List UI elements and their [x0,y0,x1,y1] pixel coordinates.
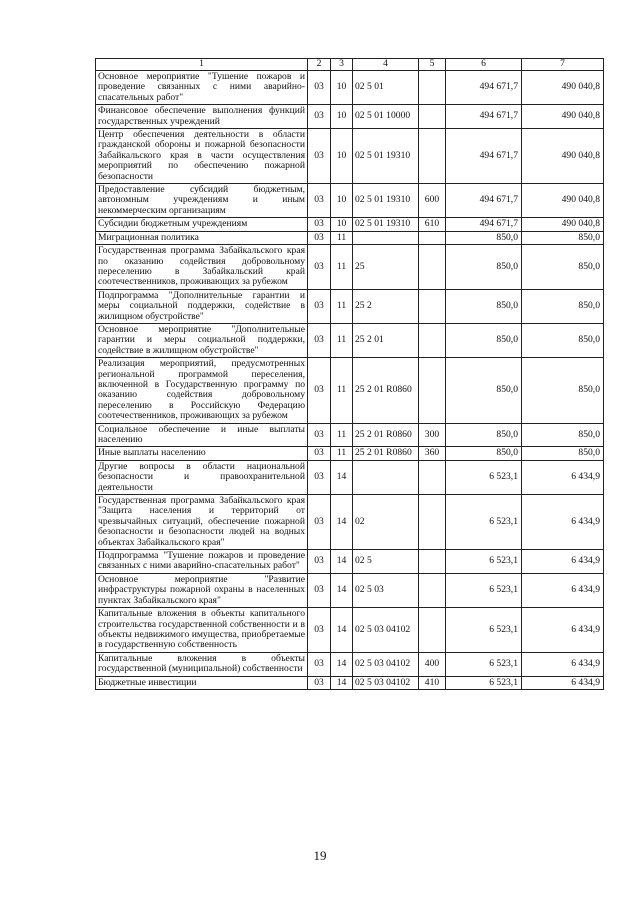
subsection-code-cell: 14 [331,608,353,653]
amount-year1-cell: 494 671,7 [446,184,522,218]
amount-year1-cell: 6 523,1 [446,608,522,653]
section-code-cell: 03 [308,573,331,607]
row-name-cell: Государственная программа Забайкальского края "Защита населения и территорий от чрезвычайных ситуаций, обеспечение пожарной безопасности и безопасности людей на водных объектах Забайкальского края" [96,495,308,550]
table-row [96,105,604,129]
expense-type-cell [419,608,446,653]
amount-year2-cell: 850,0 [522,447,604,460]
target-article-cell: 02 5 03 [353,573,419,607]
table-header-row [96,59,604,71]
amount-year2-cell: 850,0 [522,289,604,323]
row-name-cell: Капитальные вложения в объекты государственной (муниципальной) собственности [96,652,308,676]
expense-type-cell [419,245,446,290]
expense-type-cell [419,323,446,357]
row-name-cell: Иные выплаты населению [96,447,308,460]
subsection-code-cell: 14 [331,676,353,689]
section-code-cell: 03 [308,71,331,105]
section-code-cell: 03 [308,495,331,550]
section-code-cell: 03 [308,460,331,494]
subsection-code-cell: 14 [331,495,353,550]
amount-year2-cell: 6 434,9 [522,495,604,550]
amount-year2-cell: 6 434,9 [522,573,604,607]
target-article-cell: 02 5 03 04102 [353,652,419,676]
header-cell: 7 [522,59,604,71]
subsection-code-cell: 10 [331,218,353,231]
section-code-cell: 03 [308,358,331,423]
target-article-cell: 25 2 01 R0860 [353,358,419,423]
subsection-code-cell: 14 [331,460,353,494]
section-code-cell: 03 [308,184,331,218]
subsection-code-cell: 11 [331,323,353,357]
row-name-cell: Социальное обеспечение и иные выплаты населению [96,423,308,447]
amount-year1-cell: 850,0 [446,358,522,423]
table-row [96,447,604,460]
table-row [96,358,604,423]
subsection-code-cell: 14 [331,573,353,607]
amount-year2-cell: 490 040,8 [522,71,604,105]
amount-year2-cell: 6 434,9 [522,608,604,653]
amount-year1-cell: 494 671,7 [446,71,522,105]
target-article-cell [353,460,419,494]
amount-year1-cell: 6 523,1 [446,495,522,550]
target-article-cell: 25 [353,245,419,290]
expense-type-cell [419,573,446,607]
table-row [96,218,604,231]
row-name-cell: Государственная программа Забайкальского края по оказанию содействия добровольному переселению в Забайкальский край соотечественников, проживающих за рубежом [96,245,308,290]
target-article-cell: 02 5 03 04102 [353,676,419,689]
expense-type-cell: 300 [419,423,446,447]
table-row [96,184,604,218]
target-article-cell: 02 5 01 10000 [353,105,419,129]
target-article-cell: 25 2 [353,289,419,323]
expense-type-cell [419,289,446,323]
row-name-cell: Финансовое обеспечение выполнения функций государственных учреждений [96,105,308,129]
amount-year1-cell: 850,0 [446,323,522,357]
header-cell: 5 [419,59,446,71]
amount-year1-cell: 6 523,1 [446,652,522,676]
section-code-cell: 03 [308,105,331,129]
section-code-cell: 03 [308,676,331,689]
amount-year1-cell: 850,0 [446,289,522,323]
amount-year1-cell: 6 523,1 [446,573,522,607]
amount-year2-cell: 6 434,9 [522,460,604,494]
table-row [96,323,604,357]
expense-type-cell [419,460,446,494]
table-row [96,289,604,323]
expense-type-cell [419,358,446,423]
section-code-cell: 03 [308,323,331,357]
expense-type-cell [419,71,446,105]
expense-type-cell [419,105,446,129]
expense-type-cell [419,231,446,244]
target-article-cell [353,231,419,244]
table-row [96,608,604,653]
target-article-cell: 02 [353,495,419,550]
amount-year1-cell: 6 523,1 [446,676,522,689]
expense-type-cell: 410 [419,676,446,689]
row-name-cell: Подпрограмма "Тушение пожаров и проведение связанных с ними аварийно-спасательных работ" [96,550,308,574]
target-article-cell: 25 2 01 R0860 [353,423,419,447]
budget-table [95,58,604,690]
table-row [96,71,604,105]
target-article-cell: 02 5 [353,550,419,574]
amount-year1-cell: 494 671,7 [446,218,522,231]
expense-type-cell [419,550,446,574]
header-cell: 2 [308,59,331,71]
target-article-cell: 25 2 01 R0860 [353,447,419,460]
amount-year1-cell: 6 523,1 [446,460,522,494]
expense-type-cell [419,129,446,184]
table-row [96,676,604,689]
row-name-cell: Другие вопросы в области национальной безопасности и правоохранительной деятельности [96,460,308,494]
amount-year2-cell: 6 434,9 [522,550,604,574]
amount-year2-cell: 490 040,8 [522,184,604,218]
table-row [96,231,604,244]
expense-type-cell: 360 [419,447,446,460]
subsection-code-cell: 10 [331,105,353,129]
target-article-cell: 02 5 03 04102 [353,608,419,653]
subsection-code-cell: 11 [331,289,353,323]
table-row [96,245,604,290]
row-name-cell: Миграционная политика [96,231,308,244]
target-article-cell: 02 5 01 19310 [353,184,419,218]
row-name-cell: Бюджетные инвестиции [96,676,308,689]
amount-year2-cell: 850,0 [522,358,604,423]
table-row [96,460,604,494]
row-name-cell: Основное мероприятие "Развитие инфраструктуры пожарной охраны в населенных пунктах Забайкальского края" [96,573,308,607]
amount-year2-cell: 6 434,9 [522,676,604,689]
section-code-cell: 03 [308,608,331,653]
row-name-cell: Основное мероприятие "Тушение пожаров и проведение связанных с ними аварийно-спасательных работ" [96,71,308,105]
amount-year1-cell: 850,0 [446,447,522,460]
target-article-cell: 25 2 01 [353,323,419,357]
header-cell: 4 [353,59,419,71]
subsection-code-cell: 14 [331,652,353,676]
row-name-cell: Центр обеспечения деятельности в области гражданской обороны и пожарной безопасности Забайкальского края в части осуществления мероприятий по обеспечению пожарной безопасности [96,129,308,184]
row-name-cell: Капитальные вложения в объекты капитального строительства государственной собственности и в объекты недвижимого имущества, приобретаемые в государственную собственность [96,608,308,653]
row-name-cell: Подпрограмма "Дополнительные гарантии и меры социальной поддержки, содействие в жилищном обустройстве" [96,289,308,323]
amount-year2-cell: 850,0 [522,323,604,357]
subsection-code-cell: 11 [331,245,353,290]
subsection-code-cell: 11 [331,231,353,244]
amount-year1-cell: 850,0 [446,231,522,244]
target-article-cell: 02 5 01 19310 [353,129,419,184]
amount-year1-cell: 850,0 [446,245,522,290]
section-code-cell: 03 [308,231,331,244]
row-name-cell: Предоставление субсидий бюджетным, автономным учреждениям и иным некоммерческим организациям [96,184,308,218]
expense-type-cell [419,495,446,550]
section-code-cell: 03 [308,423,331,447]
amount-year2-cell: 490 040,8 [522,218,604,231]
amount-year1-cell: 6 523,1 [446,550,522,574]
amount-year2-cell: 6 434,9 [522,652,604,676]
amount-year2-cell: 490 040,8 [522,105,604,129]
table-row [96,495,604,550]
expense-type-cell: 610 [419,218,446,231]
amount-year2-cell: 850,0 [522,245,604,290]
target-article-cell: 02 5 01 [353,71,419,105]
table-row [96,550,604,574]
subsection-code-cell: 11 [331,423,353,447]
amount-year2-cell: 850,0 [522,231,604,244]
table-row [96,423,604,447]
row-name-cell: Основное мероприятие "Дополнительные гарантии и меры социальной поддержки, содействие в жилищном обустройстве" [96,323,308,357]
section-code-cell: 03 [308,652,331,676]
section-code-cell: 03 [308,129,331,184]
amount-year2-cell: 490 040,8 [522,129,604,184]
section-code-cell: 03 [308,218,331,231]
subsection-code-cell: 10 [331,129,353,184]
amount-year1-cell: 494 671,7 [446,105,522,129]
section-code-cell: 03 [308,245,331,290]
row-name-cell: Реализация мероприятий, предусмотренных региональной программой переселения, включенной в Государственную программу по оказанию содействия добровольному переселению в Российскую Федерацию соотечественников, проживающих за рубежом [96,358,308,423]
subsection-code-cell: 11 [331,447,353,460]
row-name-cell: Субсидии бюджетным учреждениям [96,218,308,231]
header-cell: 6 [446,59,522,71]
section-code-cell: 03 [308,447,331,460]
header-cell: 3 [331,59,353,71]
subsection-code-cell: 10 [331,71,353,105]
amount-year2-cell: 850,0 [522,423,604,447]
section-code-cell: 03 [308,550,331,574]
subsection-code-cell: 11 [331,358,353,423]
table-row [96,129,604,184]
amount-year1-cell: 850,0 [446,423,522,447]
table-row [96,652,604,676]
table-row [96,573,604,607]
subsection-code-cell: 14 [331,550,353,574]
target-article-cell: 02 5 01 19310 [353,218,419,231]
header-cell: 1 [96,59,308,71]
amount-year1-cell: 494 671,7 [446,129,522,184]
expense-type-cell: 600 [419,184,446,218]
subsection-code-cell: 10 [331,184,353,218]
section-code-cell: 03 [308,289,331,323]
page-number: 19 [313,848,327,863]
expense-type-cell: 400 [419,652,446,676]
